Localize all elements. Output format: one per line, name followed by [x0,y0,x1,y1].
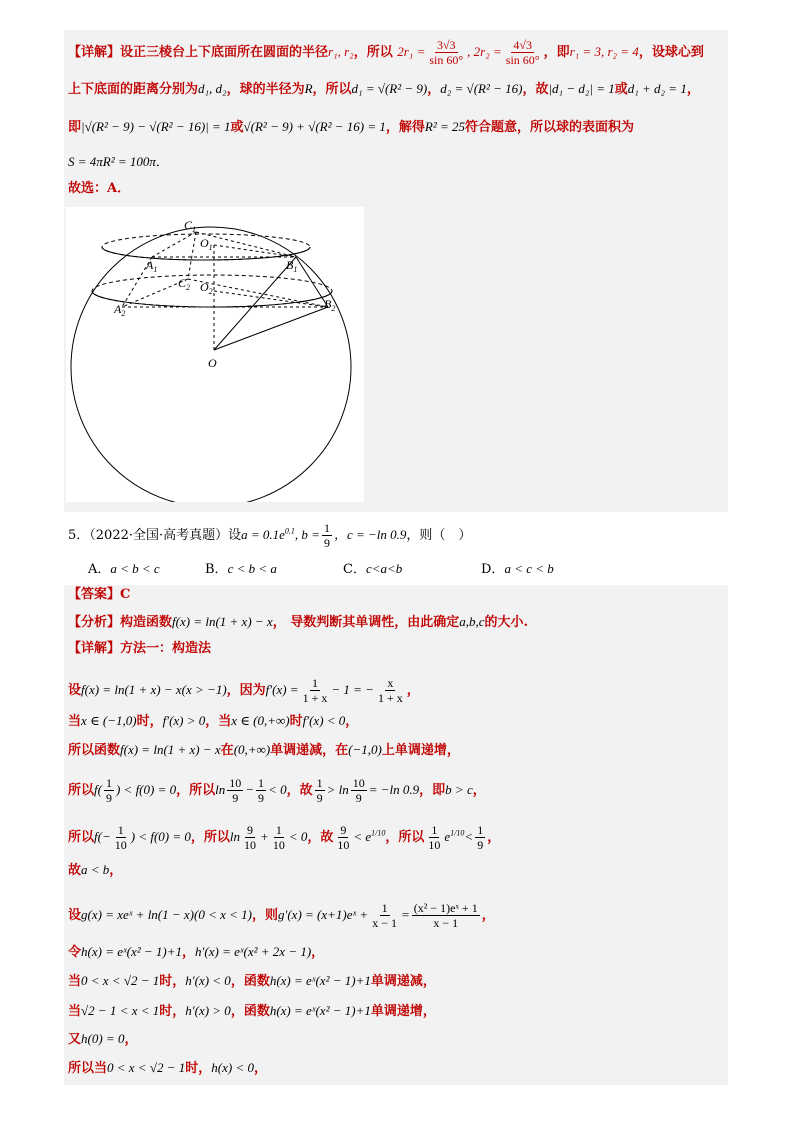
detail-method-line: 【详解】方法一：构造法 [68,641,212,656]
detail-line-4: S = 4πR² = 100π． [68,154,169,170]
label-c1: $C_1$ [184,218,197,234]
label-b2: $B_2$ [324,297,336,313]
proof-line-2: 当x ∈ (−1,0)时，f′(x) > 0，当x ∈ (0,+∞)时f′(x) < 0， [68,713,359,729]
choice-b[interactable]: B．c < b < a [205,561,277,577]
label-a2: $A_2$ [114,302,126,318]
detail-line-5: 故选：A． [68,181,131,196]
label-a1: $A_1$ [146,258,158,274]
label-o1: $O_1$ [200,236,213,252]
choice-a[interactable]: A．a < b < c [88,561,160,577]
proof-line-3: 所以函数f(x) = ln(1 + x) − x在(0,+∞)单调递减，在(−1,0)上单调递增， [68,742,460,758]
question-5-stem: 5．（2022·全国·高考真题）设$a = 0.1e^{0.1}$, b = $\frac{1}{9}$ ，c = −ln 0.9，则（ ） [68,521,472,550]
choice-c[interactable]: C．c<a<b [343,561,403,577]
fraction: $\frac{4√3}{\sin 60^\circ}$ [505,38,540,67]
analysis-line: 【分析】构造函数f(x) = ln(1 + x) − x， 导数判断其单调性，由此确定a,b,c的大小. [68,614,529,630]
label-o: O [208,356,217,370]
sphere-figure [66,207,364,502]
detail-line-1: 【详解】设正三棱台上下底面所在圆面的半径r₁, r₂，所以 2r₁ = $\frac{3√3}{\sin 60^\circ}$ , 2r₂ = $\frac{4√3}{\sin 60^\circ}$ ，即r₁ = 3, r₂ = 4，设球心到 [68,38,704,67]
proof-line-10: 当√2 − 1 < x < 1时，h′(x) > 0，函数h(x) = eˣ(x² − 1)+1单调递增， [68,1003,436,1019]
proof-line-9: 当0 < x < √2 − 1时，h′(x) < 0，函数h(x) = eˣ(x² − 1)+1单调递减， [68,973,436,989]
proof-line-11: 又h(0) = 0， [68,1031,138,1047]
answer-line: 【答案】C [68,587,131,602]
proof-line-5: 所以f(− $\frac{1}{10}$ ) < f(0) = 0，所以ln $\frac{9}{10}$ + $\frac{1}{10}$ < 0，故 $\frac{9}{10}$ < $e^{1/10}$，所以 $\frac{1}{10}$ $e^{1/10}<$ $\frac{1}{9}$ ， [68,823,501,852]
label-c2: $C_2$ [178,276,191,292]
detail-line-3: 即|√(R² − 9) − √(R² − 16)| = 1或√(R² − 9) + √(R² − 16) = 1，解得R² = 25符合题意，所以球的表面积为 [68,119,635,135]
proof-line-7: 设g(x) = xeˣ + ln(1 − x)(0 < x < 1)，则g′(x) = (x+1)eˣ + $\frac{1}{x - 1}$ = $\frac{\text{(x² − 1)eˣ + 1}}{x - 1}$ ， [68,901,495,930]
detail-tag: 【详解】 [68,45,121,60]
proof-line-1: 设f(x) = ln(1 + x) − x(x > −1)，因为f′(x) = $\frac{1}{1 + x}$ − 1 = − $\frac{x}{1 + x}$ ， [68,676,420,705]
proof-line-8: 令h(x) = eˣ(x² − 1)+1，h′(x) = eˣ(x² + 2x − 1)， [68,944,325,960]
choice-d[interactable]: D．a < c < b [481,561,554,577]
proof-line-4: 所以f( $\frac{1}{9}$ ) < f(0) = 0，所以ln $\frac{10}{9}$ − $\frac{1}{9}$ < 0，故 $\frac{1}{9}$ > ln $\frac{10}{9}$ = −ln 0.9，即b > c， [68,776,486,805]
label-b1: $B_1$ [286,258,298,274]
proof-line-6: 故a < b， [68,862,123,878]
fraction: $\frac{3√3}{\sin 60^\circ}$ [429,38,464,67]
label-o2: $O_2$ [200,280,213,296]
sphere-frustum-diagram [66,207,364,502]
detail-line-2: 上下底面的距离分别为d₁, d₂，球的半径为R，所以d₁ = √(R² − 9)，d₂ = √(R² − 16)，故|d₁ − d₂| = 1或d₁ + d₂ = 1， [68,81,700,97]
proof-line-12: 所以当0 < x < √2 − 1时，h(x) < 0， [68,1060,267,1076]
